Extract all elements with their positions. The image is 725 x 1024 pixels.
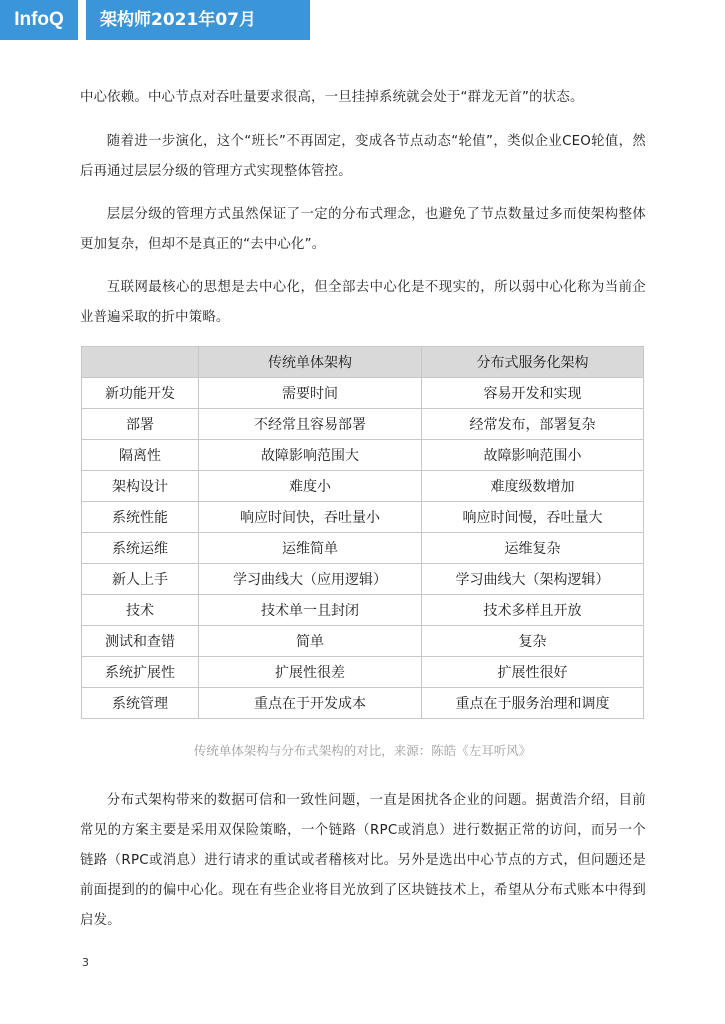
table-cell: 难度级数增加 xyxy=(422,471,644,502)
table-cell: 扩展性很好 xyxy=(422,657,644,688)
table-cell: 重点在于开发成本 xyxy=(199,688,422,719)
table-cell: 需要时间 xyxy=(199,378,422,409)
table-cell: 响应时间慢，吞吐量大 xyxy=(422,502,644,533)
table-cell: 运维复杂 xyxy=(422,533,644,564)
table-cell: 系统运维 xyxy=(82,533,199,564)
table-cell: 难度小 xyxy=(199,471,422,502)
table-cell: 技术多样且开放 xyxy=(422,595,644,626)
table-row xyxy=(82,378,644,409)
page-header xyxy=(0,0,725,40)
table-header-row xyxy=(82,347,644,378)
table-cell: 测试和查错 xyxy=(82,626,199,657)
table-cell: 技术单一且封闭 xyxy=(199,595,422,626)
table-cell: 系统性能 xyxy=(82,502,199,533)
paragraph: 互联网最核心的思想是去中心化，但全部去中心化是不现实的，所以弱中心化称为当前企业普遍采取的折中策略。 xyxy=(80,280,646,325)
table-cell: 复杂 xyxy=(422,626,644,657)
table-row xyxy=(82,440,644,471)
table-cell: 新功能开发 xyxy=(82,378,199,409)
paragraph: 层层分级的管理方式虽然保证了一定的分布式理念，也避免了节点数量过多而使架构整体更加复杂，但却不是真正的“去中心化”。 xyxy=(80,207,646,252)
table-cell: 运维简单 xyxy=(199,533,422,564)
table-cell: 部署 xyxy=(82,409,199,440)
issue-title: 架构师2021年07月 xyxy=(86,0,310,40)
table-cell: 重点在于服务治理和调度 xyxy=(422,688,644,719)
table-cell: 学习曲线大（应用逻辑） xyxy=(199,564,422,595)
table-cell: 新人上手 xyxy=(82,564,199,595)
table-caption: 传统单体架构与分布式架构的对比，来源：陈皓《左耳听风》 xyxy=(193,743,532,758)
table-cell: 响应时间快，吞吐量小 xyxy=(199,502,422,533)
table-row xyxy=(82,533,644,564)
paragraph: 随着进一步演化，这个“班长”不再固定，变成各节点动态“轮值”，类似企业CEO轮值，然后再通过层层分级的管理方式实现整体管控。 xyxy=(80,134,646,179)
table-header-cell: 分布式服务化架构 xyxy=(422,347,644,378)
table-cell: 故障影响范围大 xyxy=(199,440,422,471)
table-cell: 系统扩展性 xyxy=(82,657,199,688)
table-cell: 不经常且容易部署 xyxy=(199,409,422,440)
paragraph: 中心依赖。中心节点对吞吐量要求很高，一旦挂掉系统就会处于“群龙无首”的状态。 xyxy=(80,90,584,105)
paragraph: 分布式架构带来的数据可信和一致性问题，一直是困扰各企业的问题。据黄浩介绍，目前常见的方案主要是采用双保险策略，一个链路（RPC或消息）进行数据正常的访问，而另一个链路（RPC或消息）进行请求的重试或者稽核对比。另外是选出中心节点的方式，但问题还是前面提到的的偏中心化。现在有些企业将目光放到了区块链技术上，希望从分布式账本中得到启发。 xyxy=(80,793,646,928)
table-row xyxy=(82,595,644,626)
table-cell: 经常发布，部署复杂 xyxy=(422,409,644,440)
table-header-cell xyxy=(82,347,199,378)
table-cell: 隔离性 xyxy=(82,440,199,471)
table-cell: 扩展性很差 xyxy=(199,657,422,688)
brand-logo: InfoQ xyxy=(0,0,78,40)
table-cell: 容易开发和实现 xyxy=(422,378,644,409)
table-cell: 简单 xyxy=(199,626,422,657)
table-row xyxy=(82,564,644,595)
table-row xyxy=(82,626,644,657)
table-row xyxy=(82,657,644,688)
table-cell: 学习曲线大（架构逻辑） xyxy=(422,564,644,595)
table-cell: 架构设计 xyxy=(82,471,199,502)
table-header-cell: 传统单体架构 xyxy=(199,347,422,378)
table-cell: 技术 xyxy=(82,595,199,626)
page-number: 3 xyxy=(82,956,89,969)
table-row xyxy=(82,688,644,719)
comparison-table xyxy=(81,346,644,719)
table-cell: 故障影响范围小 xyxy=(422,440,644,471)
table-cell: 系统管理 xyxy=(82,688,199,719)
table-row xyxy=(82,409,644,440)
table-row xyxy=(82,502,644,533)
table-row xyxy=(82,471,644,502)
